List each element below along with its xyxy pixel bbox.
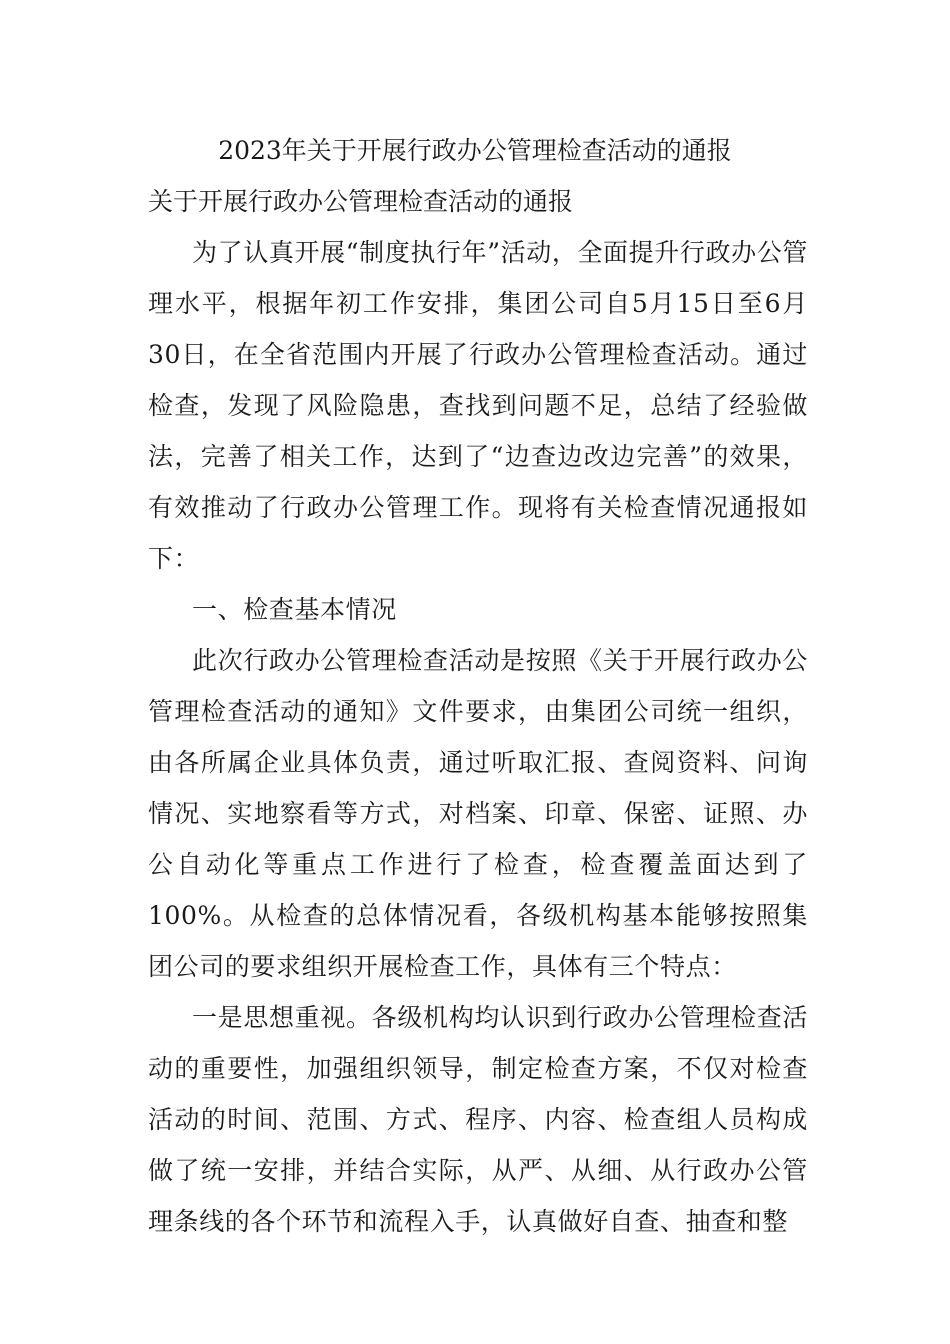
paragraph-intro: 为了认真开展“制度执行年”活动，全面提升行政办公管理水平，根据年初工作安排，集团公司自5月15日至6月30日，在全省范围内开展了行政办公管理检查活动。通过检查，发现了风险隐患，查找到问题不足，总结了经验做法，完善了相关工作，达到了“边查边改边完善”的效果，有效推动了行政办公管理工作。现将有关检查情况通报如下： [148,238,808,573]
section-heading: 一、检查基本情况 [192,595,397,624]
paragraph-overview: 此次行政办公管理检查活动是按照《关于开展行政办公管理检查活动的通知》文件要求，由集团公司统一组织，由各所属企业具体负责，通过听取汇报、查阅资料、问询情况、实地察看等方式，对档案、印章、保密、证照、办公自动化等重点工作进行了检查，检查覆盖面达到了100%。从检查的总体情况看，各级机构基本能够按照集团公司的要求组织开展检查工作，具体有三个特点： [148,646,808,981]
document-subtitle: 关于开展行政办公管理检查活动的通报 [148,187,574,216]
document-title: 2023年关于开展行政办公管理检查活动的通报 [218,136,732,165]
paragraph-feature-one: 一是思想重视。各级机构均认识到行政办公管理检查活动的重要性，加强组织领导，制定检查方案，不仅对检查活动的时间、范围、方式、程序、内容、检查组人员构成做了统一安排，并结合实际，从严、从细、从行政办公管理条线的各个环节和流程入手，认真做好自查、抽查和整 [148,1003,808,1236]
document-body [148,227,808,1247]
